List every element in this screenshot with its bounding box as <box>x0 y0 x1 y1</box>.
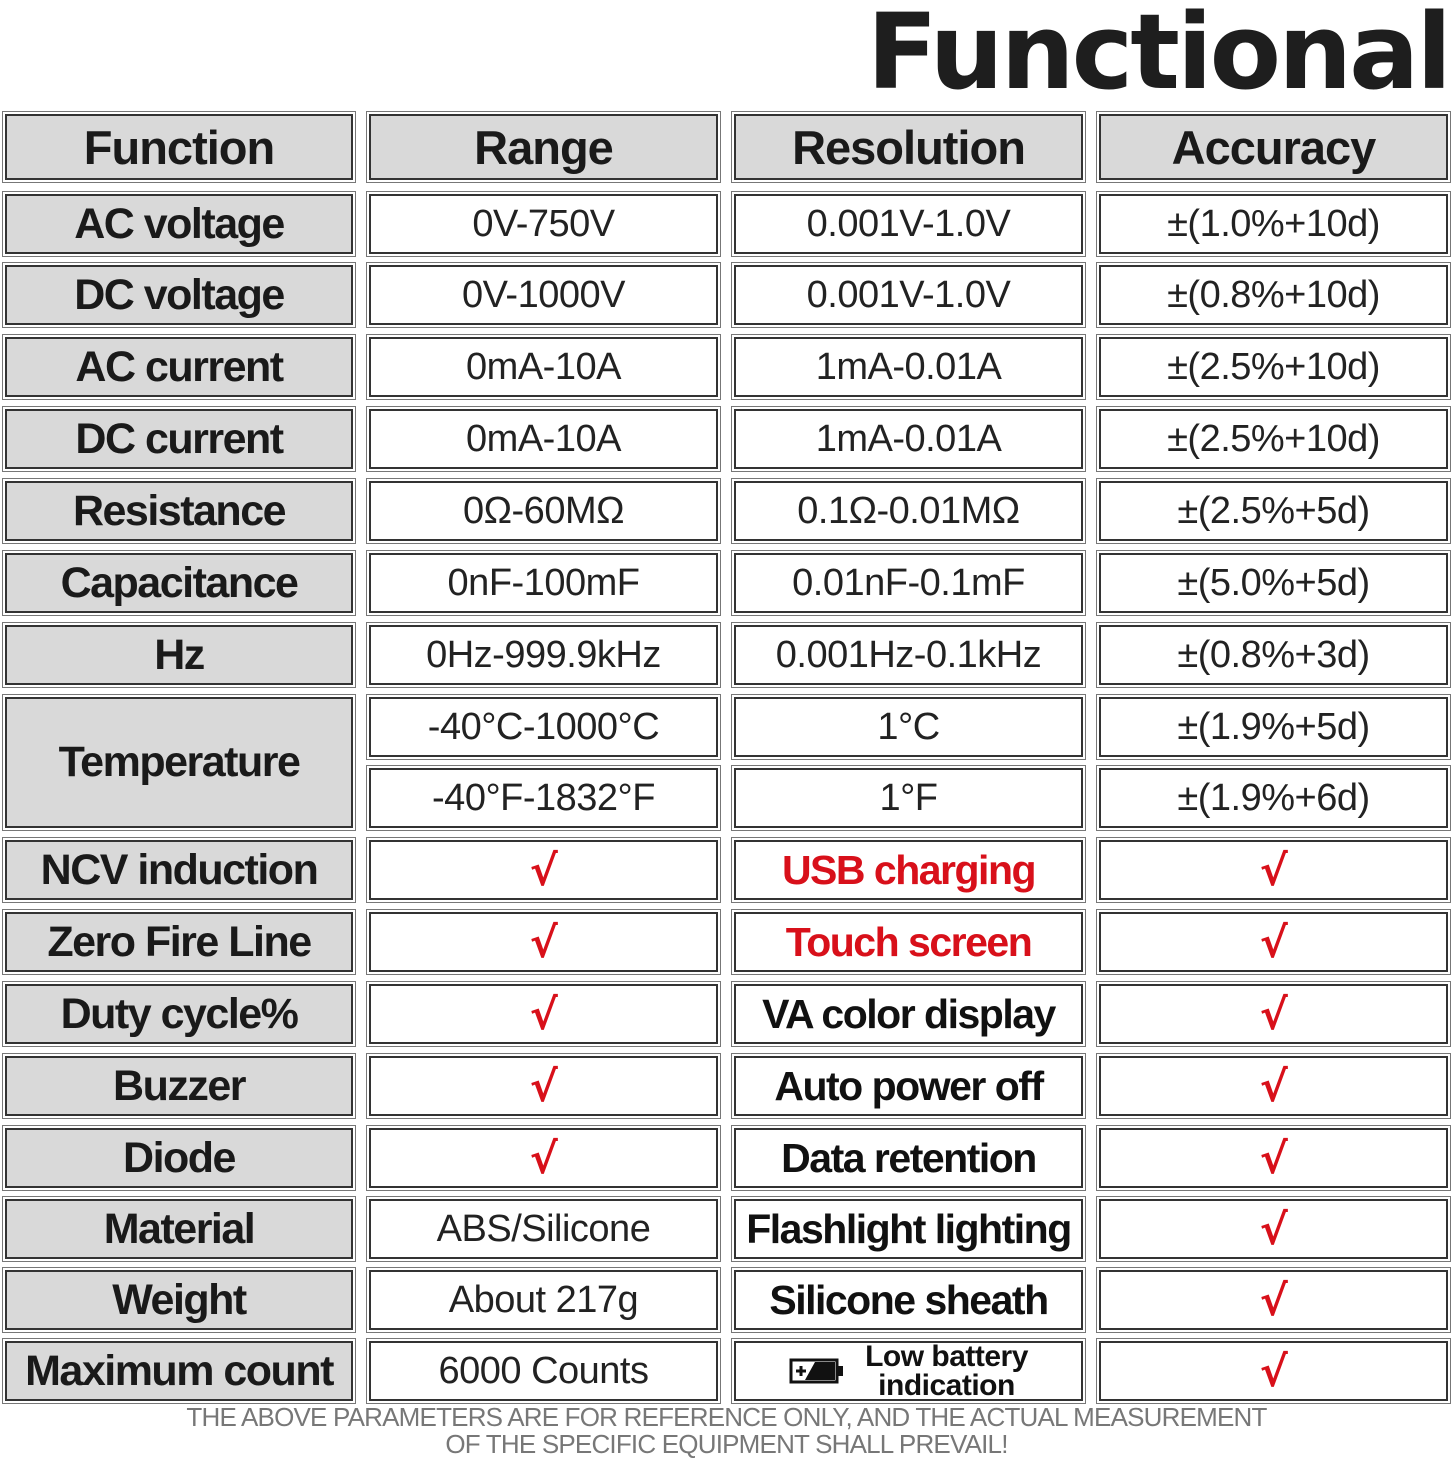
resolution-value: 1mA-0.01A <box>734 409 1083 469</box>
function-label: Weight <box>5 1270 353 1330</box>
check-mark-icon: √ <box>369 840 718 900</box>
accuracy-value: ±(0.8%+3d) <box>1099 625 1448 685</box>
feature-label: VA color display <box>734 984 1083 1044</box>
low-battery-line-2: indication <box>878 1369 1015 1401</box>
low-battery-group <box>789 1342 1028 1400</box>
range-value: 0Ω-60MΩ <box>369 481 718 541</box>
header-range: Range <box>369 114 718 180</box>
accuracy-value: ±(2.5%+10d) <box>1099 337 1448 397</box>
check-mark-icon: √ <box>1099 840 1448 900</box>
range-value: -40°F-1832°F <box>369 768 718 828</box>
resolution-value: 1°C <box>734 697 1083 757</box>
function-label: Duty cycle% <box>5 984 353 1044</box>
disclaimer-line-1: THE ABOVE PARAMETERS ARE FOR REFERENCE ONLY, AND THE ACTUAL MEASUREMENT <box>186 1402 1267 1432</box>
feature-label: Auto power off <box>734 1056 1083 1116</box>
check-mark-icon: √ <box>1099 1199 1448 1259</box>
function-label: DC current <box>5 409 353 469</box>
resolution-value: 1mA-0.01A <box>734 337 1083 397</box>
low-battery-line-1: Low battery <box>865 1341 1028 1373</box>
accuracy-value: ±(1.9%+5d) <box>1099 697 1448 757</box>
range-value: 0mA-10A <box>369 409 718 469</box>
function-label: Maximum count <box>5 1341 353 1401</box>
header-resolution: Resolution <box>734 114 1083 180</box>
range-value: About 217g <box>369 1270 718 1330</box>
function-label: Capacitance <box>5 553 353 613</box>
function-label: DC voltage <box>5 265 353 325</box>
function-label: Zero Fire Line <box>5 912 353 972</box>
accuracy-value: ±(1.9%+6d) <box>1099 768 1448 828</box>
range-value: ABS/Silicone <box>369 1199 718 1259</box>
function-label: NCV induction <box>5 840 353 900</box>
check-mark-icon: √ <box>369 1056 718 1116</box>
range-value: 6000 Counts <box>369 1341 718 1401</box>
check-mark-icon: √ <box>1099 984 1448 1044</box>
accuracy-value: ±(1.0%+10d) <box>1099 194 1448 254</box>
check-mark-icon: √ <box>1099 1056 1448 1116</box>
accuracy-value: ±(0.8%+10d) <box>1099 265 1448 325</box>
header-function: Function <box>5 114 353 180</box>
resolution-value: 0.1Ω-0.01MΩ <box>734 481 1083 541</box>
header-accuracy: Accuracy <box>1099 114 1448 180</box>
page-title: Functional <box>866 0 1449 113</box>
resolution-value: 0.001V-1.0V <box>734 194 1083 254</box>
feature-label: USB charging <box>734 840 1083 900</box>
range-value: 0V-750V <box>369 194 718 254</box>
resolution-value: 0.01nF-0.1mF <box>734 553 1083 613</box>
disclaimer-line-2: OF THE SPECIFIC EQUIPMENT SHALL PREVAIL! <box>445 1429 1008 1459</box>
accuracy-value: ±(2.5%+5d) <box>1099 481 1448 541</box>
accuracy-value: ±(2.5%+10d) <box>1099 409 1448 469</box>
check-mark-icon: √ <box>369 1128 718 1188</box>
function-label: Material <box>5 1199 353 1259</box>
check-mark-icon: √ <box>1099 1270 1448 1330</box>
check-mark-icon: √ <box>1099 1128 1448 1188</box>
function-label: Resistance <box>5 481 353 541</box>
check-mark-icon: √ <box>369 912 718 972</box>
feature-label: Silicone sheath <box>734 1270 1083 1330</box>
accuracy-value: ±(5.0%+5d) <box>1099 553 1448 613</box>
resolution-value: 0.001V-1.0V <box>734 265 1083 325</box>
range-value: -40°C-1000°C <box>369 697 718 757</box>
check-mark-icon: √ <box>369 984 718 1044</box>
feature-label: Touch screen <box>734 912 1083 972</box>
range-value: 0mA-10A <box>369 337 718 397</box>
range-value: 0nF-100mF <box>369 553 718 613</box>
resolution-value: 0.001Hz-0.1kHz <box>734 625 1083 685</box>
check-mark-icon: √ <box>1099 912 1448 972</box>
feature-label: Data retention <box>734 1128 1083 1188</box>
function-label: Hz <box>5 625 353 685</box>
temperature-label: Temperature <box>5 697 353 828</box>
function-label: AC voltage <box>5 194 353 254</box>
low-battery-icon <box>789 1356 845 1386</box>
range-value: 0Hz-999.9kHz <box>369 625 718 685</box>
resolution-value: 1°F <box>734 768 1083 828</box>
function-label: Diode <box>5 1128 353 1188</box>
range-value: 0V-1000V <box>369 265 718 325</box>
disclaimer-note <box>0 1404 1453 1458</box>
function-label: AC current <box>5 337 353 397</box>
function-label: Buzzer <box>5 1056 353 1116</box>
check-mark-icon: √ <box>1099 1341 1448 1401</box>
feature-label <box>734 1341 1083 1401</box>
feature-label: Flashlight lighting <box>734 1199 1083 1259</box>
